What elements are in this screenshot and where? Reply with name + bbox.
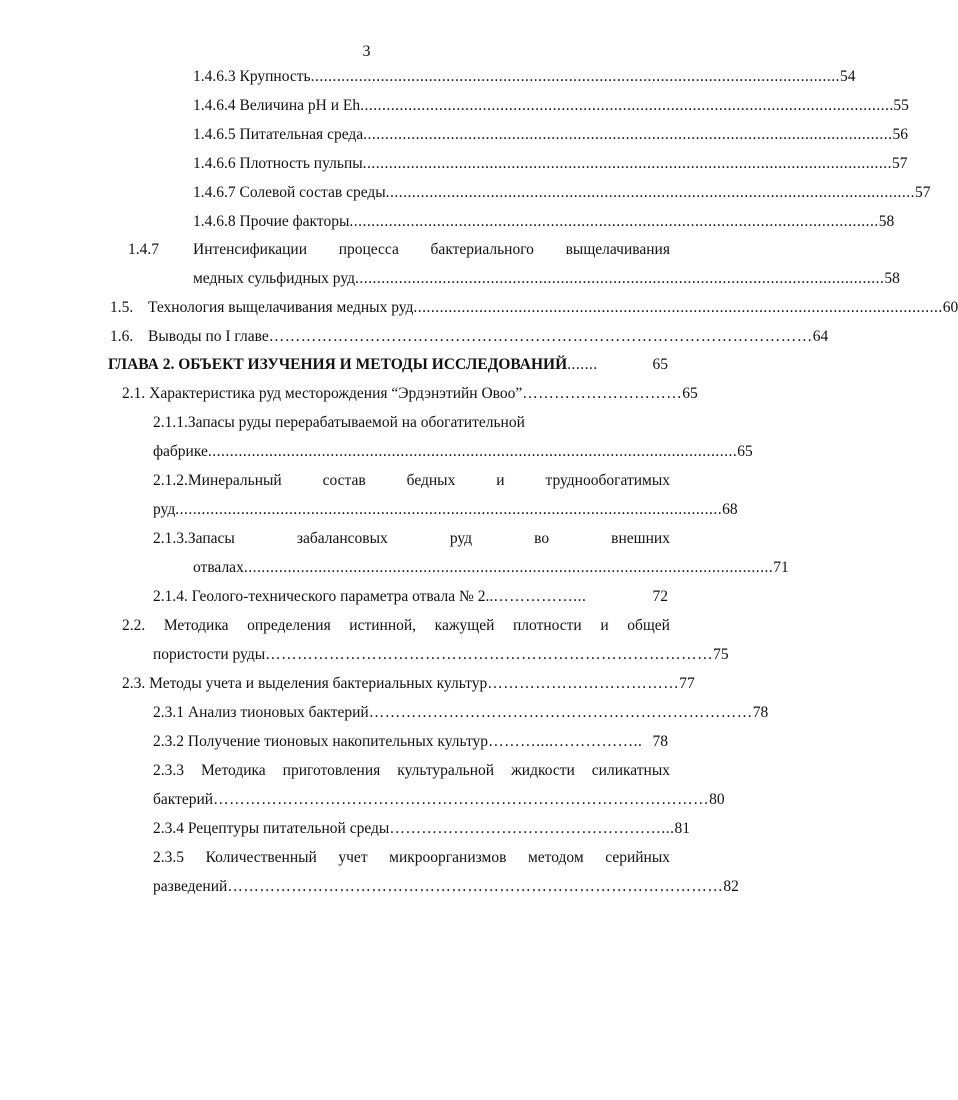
toc-entry-page: 78: [752, 704, 769, 721]
toc-entry-page: 81: [674, 820, 690, 837]
word: во: [534, 530, 550, 547]
toc-entry-title: 1.4.6.3 Крупность: [193, 68, 311, 85]
word: 2.2.: [122, 617, 146, 634]
toc-entry-number: 1.6.: [110, 328, 134, 345]
word: методом: [527, 849, 584, 866]
toc-entry-title: 2.3. Методы учета и выделения бактериальных культур: [122, 675, 488, 692]
word: забалансовых: [296, 530, 388, 547]
word: руд: [449, 530, 473, 547]
word: серийных: [605, 849, 670, 866]
toc-entry-page: 77: [679, 675, 695, 692]
toc-entry-title: бактерий: [153, 791, 214, 808]
toc-entry-page: 80: [709, 791, 725, 808]
toc-entry-title: руд: [153, 501, 176, 518]
toc-entry-page: 65: [682, 385, 698, 402]
word: 2.3.5: [153, 849, 184, 866]
word: учет: [338, 849, 368, 866]
toc-entry-title: 2.3.1 Анализ тионовых бактерий: [153, 704, 369, 721]
toc-entry-title: 1.4.6.7 Солевой состав среды: [193, 184, 386, 201]
toc-entry-title: отвалах: [193, 559, 244, 576]
toc-entry-page: 75: [713, 646, 729, 663]
word: 2.3.3: [153, 762, 184, 779]
word: внешних: [611, 530, 670, 547]
word: определения: [247, 617, 331, 634]
toc-entry-214: 2.1.4. Геолого-технического параметра отвала № 2.. ……………... 72: [153, 588, 668, 605]
toc-entry-16: Выводы по I главе ………………………………………………………………………………………… 64: [148, 328, 829, 345]
toc-entry-22-cont: пористости руды ………………………………………………………………………… 75: [153, 646, 729, 663]
word: плотности: [513, 617, 582, 634]
toc-entry-1464: 1.4.6.4 Величина pH и Eh ......................................................................................................................... .55: [193, 97, 909, 114]
toc-entry-21: 2.1. Характеристика руд месторождения “Эрдэнэтийн Овоо” ………………………… 65: [122, 385, 698, 402]
toc-entry-235: [153, 848, 670, 868]
toc-entry-212: [153, 471, 670, 491]
word: истинной,: [349, 617, 417, 634]
toc-entry-page: 58: [878, 213, 895, 230]
toc-entry-title: 2.3.4 Рецептуры питательной среды: [153, 820, 390, 837]
toc-entry-title: Технология выщелачивания медных руд: [148, 299, 414, 316]
toc-entry-title: 1.4.6.8 Прочие факторы: [193, 213, 350, 230]
word: состав: [322, 472, 366, 489]
toc-entry-23: 2.3. Методы учета и выделения бактериальных культур ……………………………… 77: [122, 675, 695, 692]
toc-entry-page: 82: [723, 878, 739, 895]
word: культуральной: [397, 762, 495, 779]
word: и: [496, 472, 505, 489]
toc-entry-235-cont: разведений ………………………………………………………………………………… 82: [153, 878, 739, 895]
toc-entry-234: 2.3.4 Рецептуры питательной среды ……………………………………………... 81: [153, 820, 690, 837]
word: Методика: [163, 617, 229, 634]
toc-entry-233: [153, 761, 670, 781]
toc-entry-title: 2.3.2 Получение тионовых накопительных культур: [153, 733, 489, 750]
toc-entry-page: 78: [652, 733, 668, 750]
word: и: [600, 617, 609, 634]
word: кажущей: [434, 617, 495, 634]
toc-entry-title: 2.1.4. Геолого-технического параметра отвала № 2..: [153, 588, 494, 605]
toc-entry-number: 1.4.7: [128, 241, 159, 258]
toc-entry-title: 1.4.6.6 Плотность пульпы: [193, 155, 363, 172]
toc-entry-213: [153, 529, 670, 549]
toc-entry-page: 64: [812, 328, 829, 345]
word: жидкости: [511, 762, 575, 779]
toc-entry-title: ГЛАВА 2. ОБЪЕКТ ИЗУЧЕНИЯ И МЕТОДЫ ИССЛЕДОВАНИЙ: [108, 356, 568, 373]
word: труднообогатимых: [545, 472, 670, 489]
page-number: 3: [362, 43, 371, 60]
word: бедных: [406, 472, 456, 489]
toc-entry-page: 57: [915, 184, 931, 201]
toc-entry-number: 1.5.: [110, 299, 134, 316]
toc-chapter-2: ГЛАВА 2. ОБЪЕКТ ИЗУЧЕНИЯ И МЕТОДЫ ИССЛЕДОВАНИЙ ....... 65: [108, 356, 668, 373]
toc-entry-title: пористости руды: [153, 646, 266, 663]
toc-entry-147: [193, 240, 670, 260]
toc-entry-page: 56: [892, 126, 909, 143]
word: 2.1.3.Запасы: [153, 530, 235, 547]
toc-entry-212-cont: руд ............................................................................................................................. 68: [153, 501, 738, 518]
word: 2.1.2.Минеральный: [153, 472, 282, 489]
toc-entry-page: .55: [889, 97, 909, 114]
word: процесса: [338, 241, 399, 258]
toc-entry-1463: 1.4.6.3 Крупность ......................................................................................................................... 54: [193, 68, 856, 85]
word: Количественный: [205, 849, 317, 866]
word: Интенсификации: [193, 241, 308, 258]
toc-entry-1468: 1.4.6.8 Прочие факторы ......................................................................................................................... 58: [193, 213, 895, 230]
toc-entry-1466: 1.4.6.6 Плотность пульпы ......................................................................................................................... 57: [193, 155, 908, 172]
word: выщелачивания: [565, 241, 670, 258]
word: приготовления: [282, 762, 381, 779]
toc-entry-147-cont: медных сульфидных руд ......................................................................................................................... 58: [193, 270, 900, 287]
word: силикатных: [591, 762, 670, 779]
toc-entry-211-title: 2.1.1.Запасы руды перерабатываемой на обогатительной: [153, 414, 525, 431]
word: микроорганизмов: [389, 849, 507, 866]
toc-entry-page: 58: [884, 270, 900, 287]
toc-entry-231: 2.3.1 Анализ тионовых бактерий ……………………………………………………………… 78: [153, 704, 769, 721]
toc-entry-page: 65: [737, 443, 753, 460]
toc-entry-title: разведений: [153, 878, 228, 895]
toc-entry-page: 57: [892, 155, 908, 172]
toc-entry-15: Технология выщелачивания медных руд ......................................................................................................................... 60: [148, 299, 958, 316]
toc-entry-213-cont: отвалах ......................................................................................................................... 71: [193, 559, 789, 576]
toc-entry-page: 71: [773, 559, 789, 576]
toc-entry-232: 2.3.2 Получение тионовых накопительных культур ………....…………….. 78: [153, 733, 668, 750]
toc-entry-title: Выводы по I главе: [148, 328, 269, 345]
toc-entry-title: 1.4.6.5 Питательная среда: [193, 126, 364, 143]
toc-entry-211-cont: фабрике ......................................................................................................................... 65: [153, 443, 753, 460]
toc-entry-page: 65: [652, 356, 668, 373]
toc-entry-22: [122, 616, 670, 636]
toc-entry-title: 1.4.6.4 Величина pH и Eh: [193, 97, 361, 114]
toc-entry-page: 60: [942, 299, 958, 316]
toc-entry-1465: 1.4.6.5 Питательная среда ......................................................................................................................... 56: [193, 126, 909, 143]
toc-entry-233-cont: бактерий ………………………………………………………………………………… 80: [153, 791, 725, 808]
toc-entry-1467: 1.4.6.7 Солевой состав среды ......................................................................................................................... 57: [193, 184, 931, 201]
toc-entry-page: 54: [839, 68, 856, 85]
toc-entry-page: 72: [652, 588, 668, 605]
word: Методика: [200, 762, 266, 779]
toc-entry-page: 68: [722, 501, 738, 518]
toc-entry-title: медных сульфидных руд: [193, 270, 356, 287]
word: общей: [627, 617, 670, 634]
toc-entry-title: 2.1. Характеристика руд месторождения “Эрдэнэтийн Овоо”: [122, 385, 523, 402]
word: бактериального: [430, 241, 534, 258]
toc-entry-title: фабрике: [153, 443, 208, 460]
